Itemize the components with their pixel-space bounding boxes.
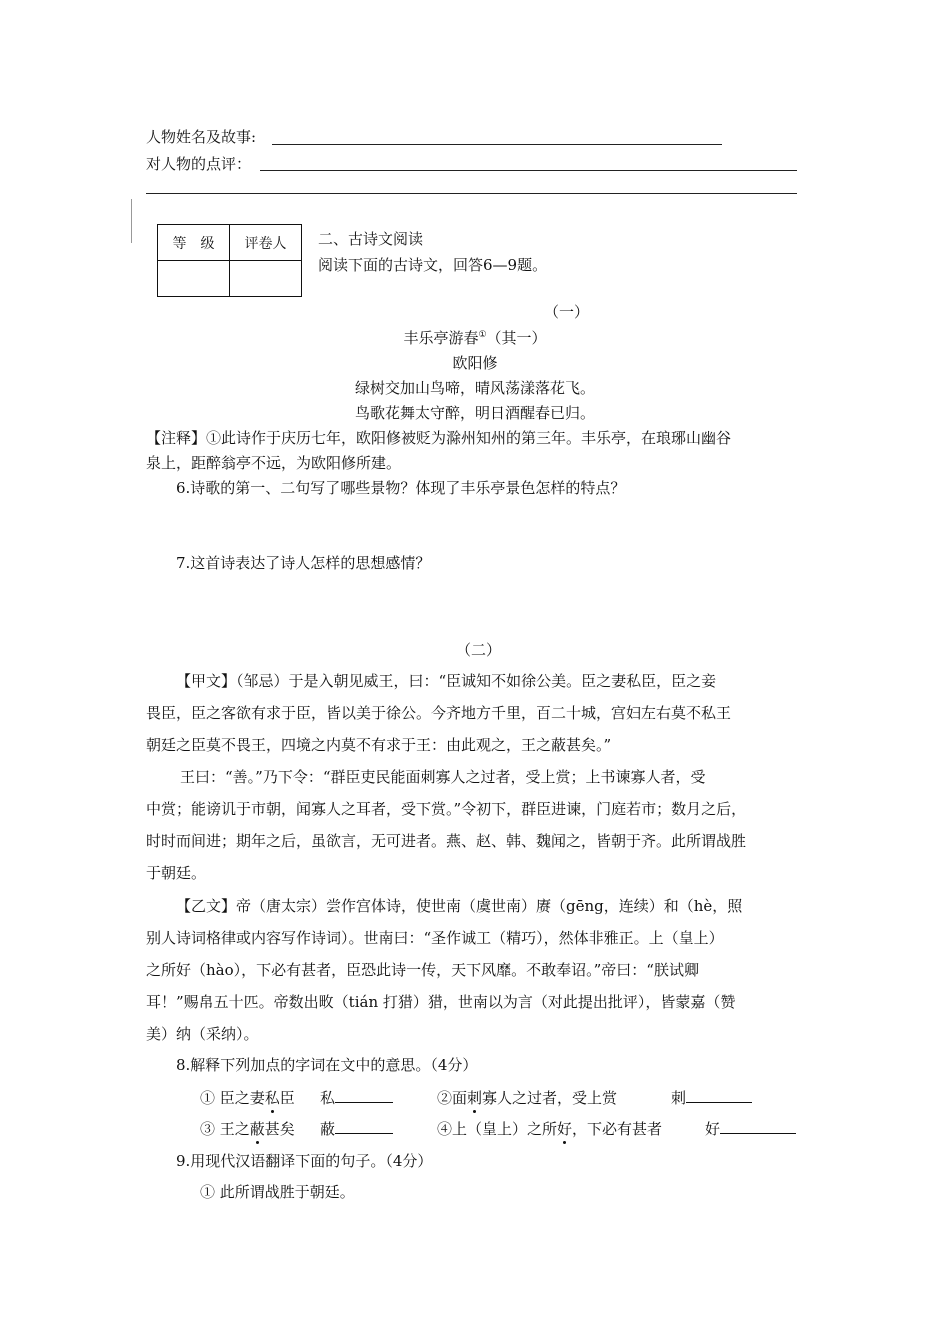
jia-line: 王曰：“善。”乃下令：“群臣吏民能面刺寡人之过者，受上赏；上书谏寡人者，受 (180, 768, 706, 786)
yi-line: 【乙文】帝（唐太宗）尝作宫体诗，使世南（虞世南）赓（gēng，连续）和（hè，照 (176, 897, 743, 915)
q8-item-3-answer[interactable] (320, 1118, 393, 1139)
question-9: 9.用现代汉语翻译下面的句子。（4分） (176, 1152, 433, 1170)
poem-line-1: 绿树交加山鸟啼，晴风荡漾落花飞。 (354, 379, 595, 397)
poem-title (0, 327, 950, 348)
jia-line: 于朝廷。 (146, 864, 207, 882)
q8-item-3 (200, 1118, 295, 1139)
q8-item-4-post: ，下必有甚者 (572, 1120, 663, 1138)
yi-line: 别人诗词格律或内容写作诗词）。世南曰：“圣作诚工（精巧），然体非雅正。上（皇上） (146, 929, 724, 947)
q8-item-1-answer[interactable] (320, 1087, 393, 1108)
q8-item-4-key: 好 (705, 1120, 721, 1138)
q8-item-2-dotted: 刺 (467, 1089, 483, 1107)
q8-item-4-answer[interactable] (705, 1118, 796, 1139)
grade-table (157, 224, 302, 297)
question-8: 8.解释下列加点的字词在文中的意思。（4分） (176, 1056, 478, 1074)
q8-item-2-post: 寡人之过者，受上赏 (482, 1089, 618, 1107)
comment-answer-line[interactable] (260, 170, 797, 171)
q8-item-4-dotted: 好 (557, 1120, 573, 1138)
jia-line: 【甲文】（邹忌）于是入朝见威王，曰：“臣诚知不如徐公美。臣之妻私臣，臣之妾 (176, 672, 717, 690)
name-story-answer-line[interactable] (272, 144, 722, 145)
poem-line-2: 鸟歌花舞太守醉，明日酒醒春已归。 (354, 404, 595, 422)
q8-item-1 (200, 1087, 295, 1108)
grade-header: 等 级 (158, 225, 230, 261)
yi-line: 美）纳（采纳）。 (146, 1025, 259, 1043)
name-story-label: 人物姓名及故事: (146, 128, 257, 146)
yi-line: 之所好（hào），下必有甚者，臣恐此诗一传，天下风靡。不敢奉诏。”帝曰：“朕试卿 (146, 961, 699, 979)
jia-line: 时时而间进；期年之后，虽欲言，无可进者。燕、赵、韩、魏闻之，皆朝于齐。此所谓战胜 (146, 832, 747, 850)
q8-item-2-blank[interactable] (686, 1101, 752, 1103)
q8-item-1-pre: ① 臣之妻 (200, 1089, 265, 1107)
q8-item-1-blank[interactable] (335, 1101, 393, 1103)
comment-answer-line-2[interactable] (146, 193, 797, 194)
q8-item-2-key: 刺 (671, 1089, 687, 1107)
q8-item-3-post: 甚矣 (264, 1120, 295, 1138)
question-7: 7.这首诗表达了诗人怎样的思想感情？ (176, 554, 431, 572)
section-title: 二、古诗文阅读 (318, 230, 424, 248)
margin-divider (131, 199, 132, 243)
note-mark: ① (478, 330, 487, 340)
poem-part-label: （一） (544, 303, 590, 321)
q8-item-4-pre: ④上（皇上）之所 (437, 1120, 558, 1138)
q8-item-2 (437, 1087, 617, 1108)
q8-item-3-pre: ③ 王之 (200, 1120, 250, 1138)
poem-title-text: 丰乐亭游春 (403, 329, 479, 347)
q8-item-2-pre: ②面 (437, 1089, 468, 1107)
jia-line: 中赏；能谤讥于市朝，闻寡人之耳者，受下赏。”令初下，群臣进谏，门庭若市；数月之后， (146, 800, 747, 818)
jia-line: 畏臣，臣之客欲有求于臣，皆以美于徐公。今齐地方千里，百二十城，宫妇左右莫不私王 (146, 704, 732, 722)
grade-cell[interactable] (158, 261, 230, 297)
grader-header: 评卷人 (230, 225, 302, 261)
q8-item-4-blank[interactable] (720, 1132, 796, 1134)
poem-note-line-1: 【注释】①此诗作于庆历七年，欧阳修被贬为滁州知州的第三年。丰乐亭，在琅琊山幽谷 (146, 429, 732, 447)
q8-item-1-dotted: 私 (264, 1089, 280, 1107)
question-9-item-1: ① 此所谓战胜于朝廷。 (200, 1183, 355, 1201)
poem-author: 欧阳修 (452, 354, 498, 372)
jia-line: 朝廷之臣莫不畏王，四境之内莫不有求于王：由此观之，王之蔽甚矣。” (146, 736, 612, 754)
question-6: 6.诗歌的第一、二句写了哪些景物？体现了丰乐亭景色怎样的特点？ (176, 479, 626, 497)
section-instruction: 阅读下面的古诗文，回答6—9题。 (318, 256, 548, 274)
yi-line: 耳！”赐帛五十匹。帝数出畋（tián 打猎）猎，世南以为言（对此提出批评），皆蒙嘉（赞 (146, 993, 736, 1011)
poem-title-suffix: （其一） (486, 329, 547, 347)
grader-cell[interactable] (230, 261, 302, 297)
poem-note-line-2: 泉上，距醉翁亭不远，为欧阳修所建。 (146, 454, 402, 472)
q8-item-3-blank[interactable] (335, 1132, 393, 1134)
q8-item-3-key: 蔽 (320, 1120, 336, 1138)
prose-part-label: （二） (456, 641, 502, 659)
q8-item-3-dotted: 蔽 (249, 1120, 265, 1138)
q8-item-1-post: 臣 (279, 1089, 295, 1107)
comment-label: 对人物的点评： (146, 155, 252, 173)
q8-item-4 (437, 1118, 662, 1139)
q8-item-1-key: 私 (320, 1089, 336, 1107)
q8-item-2-answer[interactable] (671, 1087, 752, 1108)
